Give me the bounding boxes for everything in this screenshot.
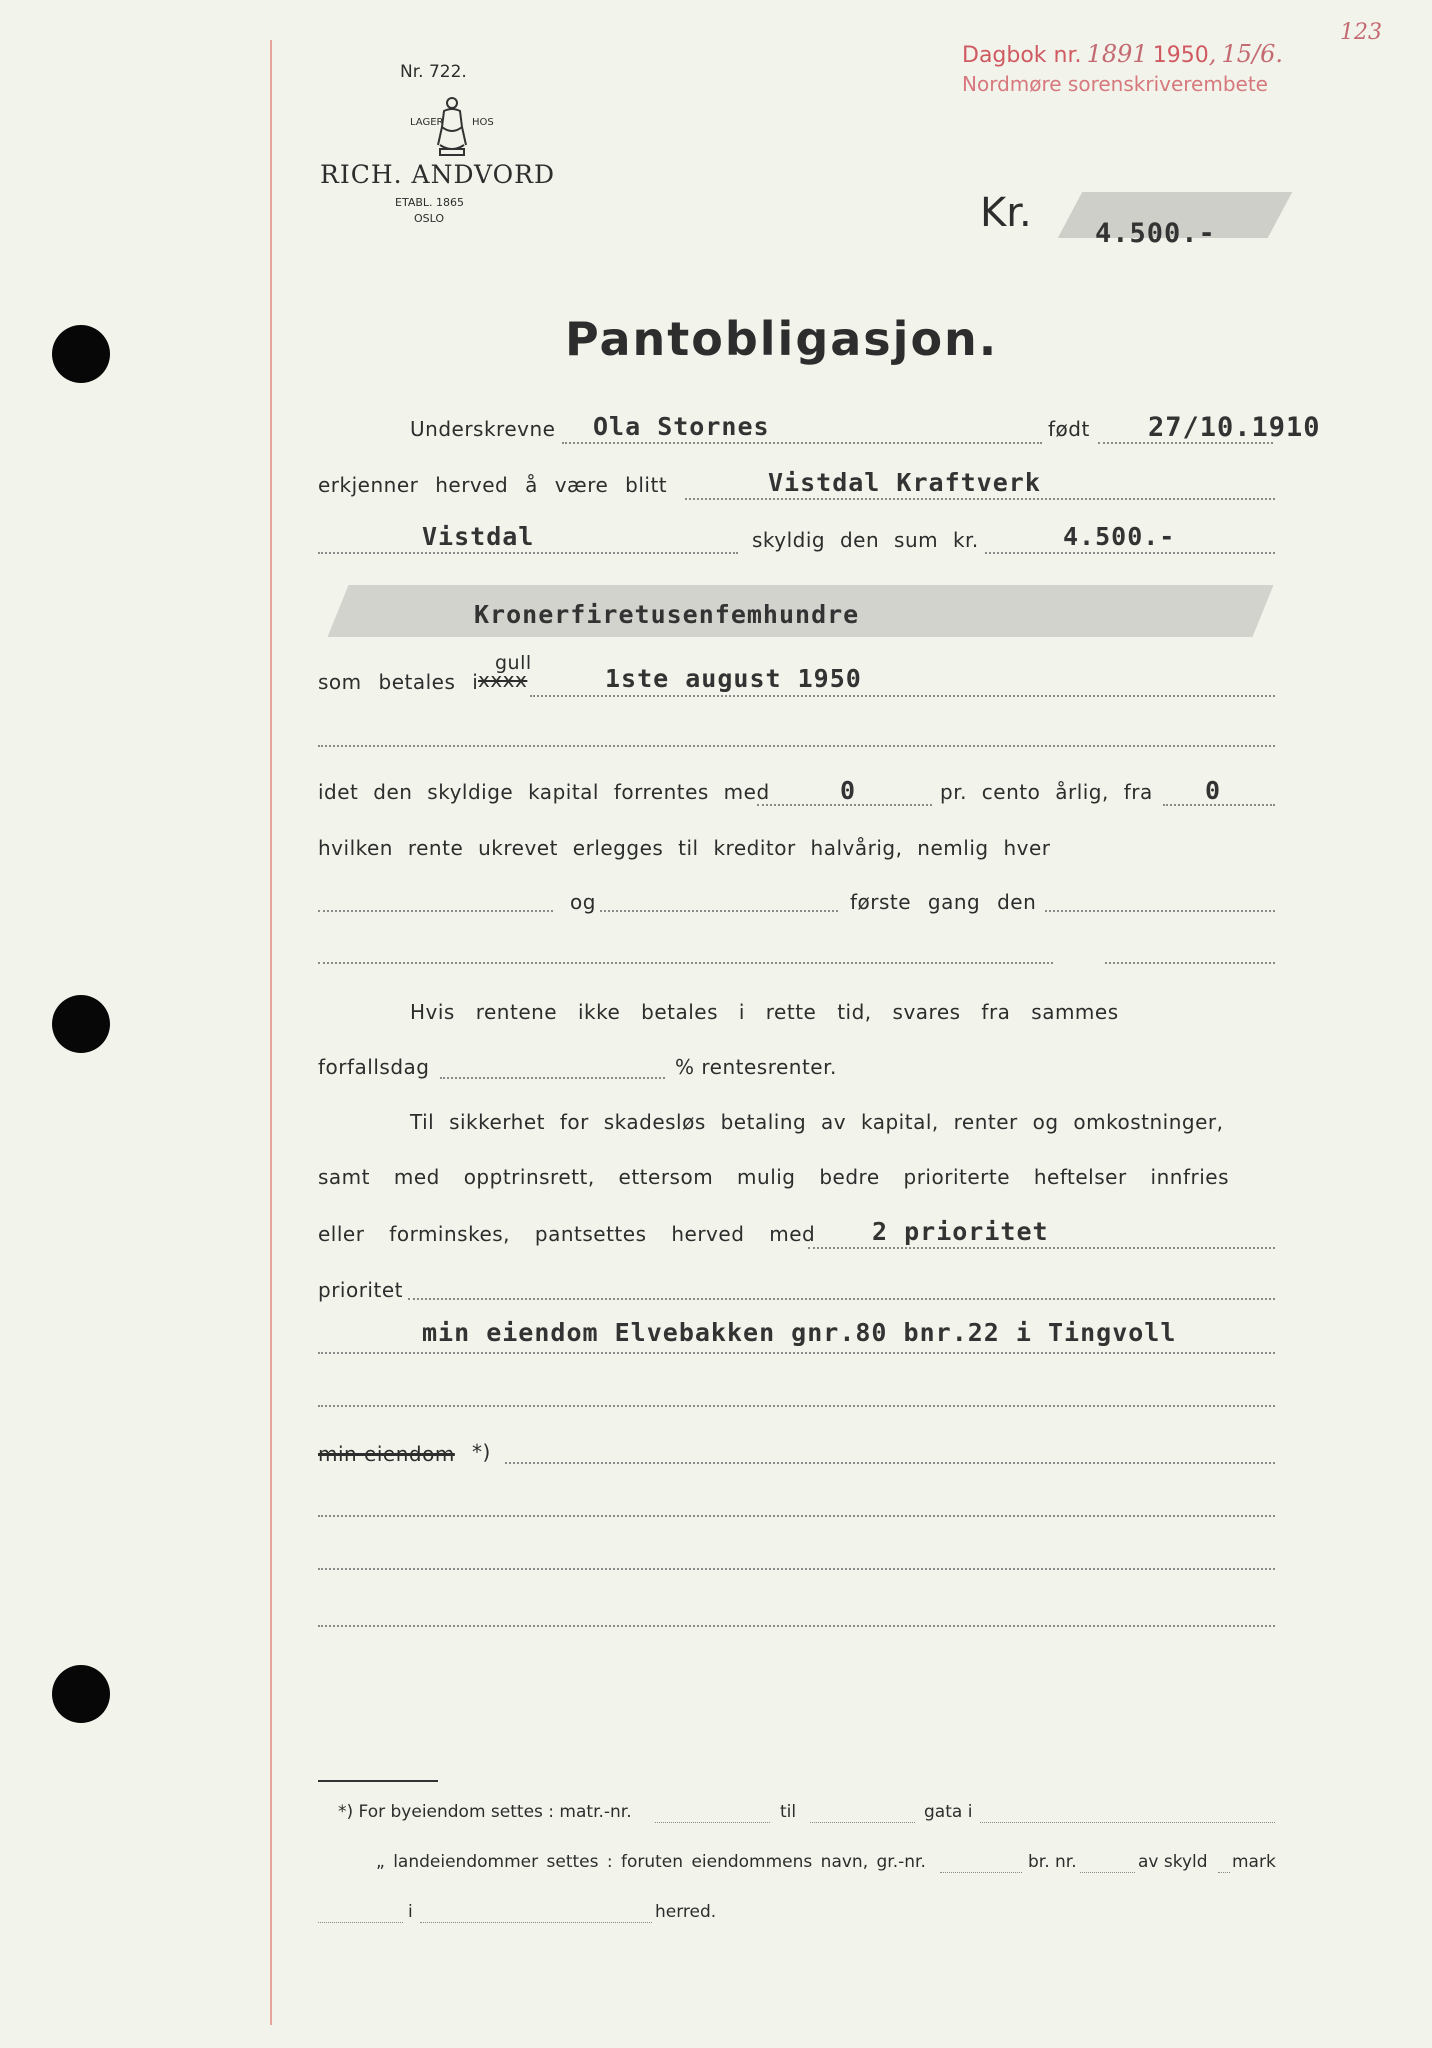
from-value: 0 [1205,776,1222,805]
rentesrenter-label: % rentesrenter. [675,1055,837,1079]
acknowledge-label: erkjenner herved å være blitt [318,473,668,497]
dagbok-year: 1950 [1152,43,1209,68]
punch-hole [52,325,110,383]
amount-words: Kronerfiretusenfemhundre [474,600,860,629]
dagbok-label: Dagbok nr. [962,43,1082,68]
footnote-marker: *) [472,1440,491,1464]
undersigned-label: Underskrevne [410,417,556,441]
forfallsdag-label: forfallsdag [318,1055,430,1079]
punch-hole [52,995,110,1053]
sikkerhet-line-1: Til sikkerhet for skadesløs betaling av kapital, renter og omkostninger, [410,1110,1224,1134]
undersigned-value: Ola Stornes [593,412,770,441]
footnote-line1-b: til [780,1802,797,1822]
priority-value: 2 prioritet [872,1217,1049,1246]
statue-icon [434,95,470,157]
footnote-line2-a: „ landeiendommer settes : foruten eiendommens navn, gr.-nr. [376,1852,926,1872]
born-label: født [1048,417,1090,441]
printer-logo: LAGER HOS [410,95,492,157]
percent-label: pr. cento årlig, fra [940,780,1153,804]
footnote-line1-a: *) For byeiendom settes : matr.-nr. [338,1802,632,1822]
office-stamp: Nordmøre sorenskriverembete [962,72,1268,96]
interest-value: 0 [840,776,857,805]
amount-value: 4.500.- [1095,218,1216,249]
footnote-rule [318,1780,438,1782]
amount-label: Kr. [980,190,1032,236]
dagbok-date: 15/6. [1221,40,1284,68]
sikkerhet-line-3: eller forminskes, pantsettes herved med [318,1222,816,1246]
printer-name: RICH. ANDVORD [320,160,556,189]
footnote-line1-c: gata i [924,1802,973,1822]
prioritet-label: prioritet [318,1278,403,1302]
property-value: min eiendom Elvebakken gnr.80 bnr.22 i Tingvoll [422,1318,1177,1347]
owes-value: 4.500.- [1063,522,1176,551]
margin-rule [270,40,272,2025]
creditor-place: Vistdal [422,522,535,551]
punch-hole [52,1665,110,1723]
dagbok-number: 1891 [1086,40,1148,68]
footnote-line2-c: av skyld [1138,1852,1208,1872]
paid-struck: xxxx [478,668,528,692]
rent-label: hvilken rente ukrevet erlegges til kreditor halvårig, nemlig hver [318,836,1051,860]
forste-label: første gang den [850,890,1037,914]
footnote-line3-a: i [408,1902,413,1922]
interest-label: idet den skyldige kapital forrentes med [318,780,770,804]
footnote-line3-b: herred. [655,1902,717,1922]
hvis-label: Hvis rentene ikke betales i rette tid, svares fra sammes [410,1000,1119,1024]
registry-stamp: Dagbok nr. 1891 1950, 15/6. [962,40,1284,68]
printer-city: OSLO [414,212,445,225]
sheet-number: 123 [1340,20,1382,45]
min-eiendom-struck: min eiendom [318,1442,455,1466]
born-value: 27/10.1910 [1148,412,1321,443]
sikkerhet-line-2: samt med opptrinsrett, ettersom mulig bedre prioriterte heftelser innfries [318,1165,1229,1189]
document-title: Pantobligasjon. [565,312,999,366]
footnote-line2-b: br. nr. [1028,1852,1077,1872]
form-number: Nr. 722. [400,62,467,82]
creditor-value: Vistdal Kraftverk [768,468,1041,497]
paid-label: som betales i [318,670,479,694]
owes-label: skyldig den sum kr. [752,528,979,552]
paid-gull: gull [495,652,532,674]
og-label: og [570,890,596,914]
paid-value: 1ste august 1950 [605,664,862,693]
printer-established: ETABL. 1865 [395,196,465,209]
footnote-line2-d: mark [1232,1852,1276,1872]
